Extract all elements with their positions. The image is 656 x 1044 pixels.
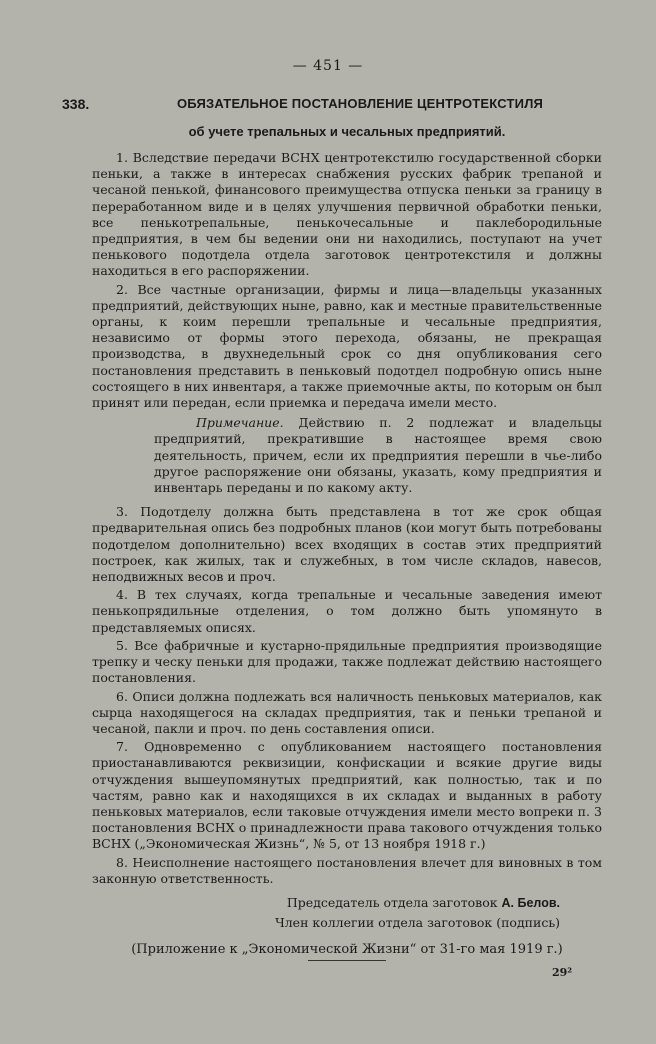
paragraph-6: 6. Описи должна подлежать вся наличность пеньковых материалов, как сырца находящегося на складах предприятия, так и пеньки трепаной и чесаной, пакли и проч. по день составления описи. — [92, 688, 602, 736]
paragraph-2: 2. Все частные организации, фирмы и лица—владельцы указанных предприятий, действующих ныне, равно, как и местные правительственные органы, к коим перешли трепальные и чесальные предприятия, независимо от формы этого перехода, обязаны, не прекращая производства, в двухнедельный срок со дня опубликования сего постановления представить в пеньковый подотдел подробную опись ныне состоящего в них инвентаря, а также приемочные акты, по которым он был принят или передан, если приемка и передача имели место. — [92, 281, 602, 411]
document-number: 338. — [62, 96, 90, 112]
paragraph-5: 5. Все фабричные и кустарно-прядильные предприятия производящие трепку и ческу пеньки для продажи, также подлежат действию настоящего постановления. — [92, 637, 602, 686]
note-label: Примечание. — [196, 415, 284, 431]
signature-block — [92, 893, 560, 932]
document-body — [92, 150, 602, 958]
appendix-reference: (Приложение к „Экономической Жизни“ от 31-го мая 1919 г.) — [131, 941, 563, 957]
paragraph-3: 3. Подотделу должна быть представлена в тот же срок общая предварительная опись без подробных планов (кои могут быть потребованы подотделом дополнительно) всех входящих в состав этих предприятий построек, как жилых, так и служебных, в том числе складов, навесов, неподвижных весов и проч. — [92, 504, 602, 585]
signature-line-1 — [92, 893, 560, 913]
signature-role: Председатель отдела заготовок — [286, 894, 498, 910]
signature-name: А. Белов. — [501, 895, 560, 910]
divider-rule — [308, 960, 386, 961]
document-subtitle: об учете трепальных и чесальных предприятий. — [188, 124, 506, 139]
paragraph-7: 7. Одновременно с опубликованием настоящего постановления приостанавливаются реквизиции, конфискации и всякие другие виды отчуждения вышеупомянутых предприятий, как полностью, так и по частям, равно как и находящихся в их складах и выданных в работу пеньковых материалов, если таковые отчуждения имели место вопреки п. 3 постановления ВСНХ о принадлежности права такового отчуждения только ВСНХ („Экономическая Жизнь“, № 5, от 13 ноября 1918 г.) — [92, 739, 602, 852]
page-number: — 451 — — [292, 58, 364, 74]
signature-line-2: Член коллегии отдела заготовок (подпись) — [275, 914, 560, 930]
document-title: ОБЯЗАТЕЛЬНОЕ ПОСТАНОВЛЕНИЕ ЦЕНТРОТЕКСТИЛЯ — [176, 96, 544, 111]
signature-mark: 29² — [552, 966, 573, 979]
paragraph-8: 8. Неисполнение настоящего постановления влечет для виновных в том законную ответственность. — [92, 854, 602, 886]
note-paragraph — [154, 415, 602, 496]
paragraph-1: 1. Вследствие передачи ВСНХ центротекстилю государственной сборки пеньки, а также в интересах снабжения русских фабрик трепаной и чесаной пенькой, финансового преимущества отпуска пеньки за границу в переработанном виде и в целях улучшения первичной обработки пеньки, все пенькотрепальные, пенькочесальные и паклебородильные предприятия, в чем бы ведении они ни находились, поступают на учет пенькового подотдела отдела заготовок центротекстиля и должны находиться в его распоряжении. — [92, 150, 602, 279]
paragraph-4: 4. В тех случаях, когда трепальные и чесальные заведения имеют пенькопрядильные отделения, о том должно быть упомянуто в представляемых описях. — [92, 587, 602, 635]
note-text: Действию п. 2 подлежат и владельцы предприятий, прекратившие в настоящее время свою деятельность, причем, если их предприятия перешли в чье-либо другое распоряжение они обязаны, указать, кому предприятия и инвентарь переданы и по какому акту. — [154, 415, 602, 496]
